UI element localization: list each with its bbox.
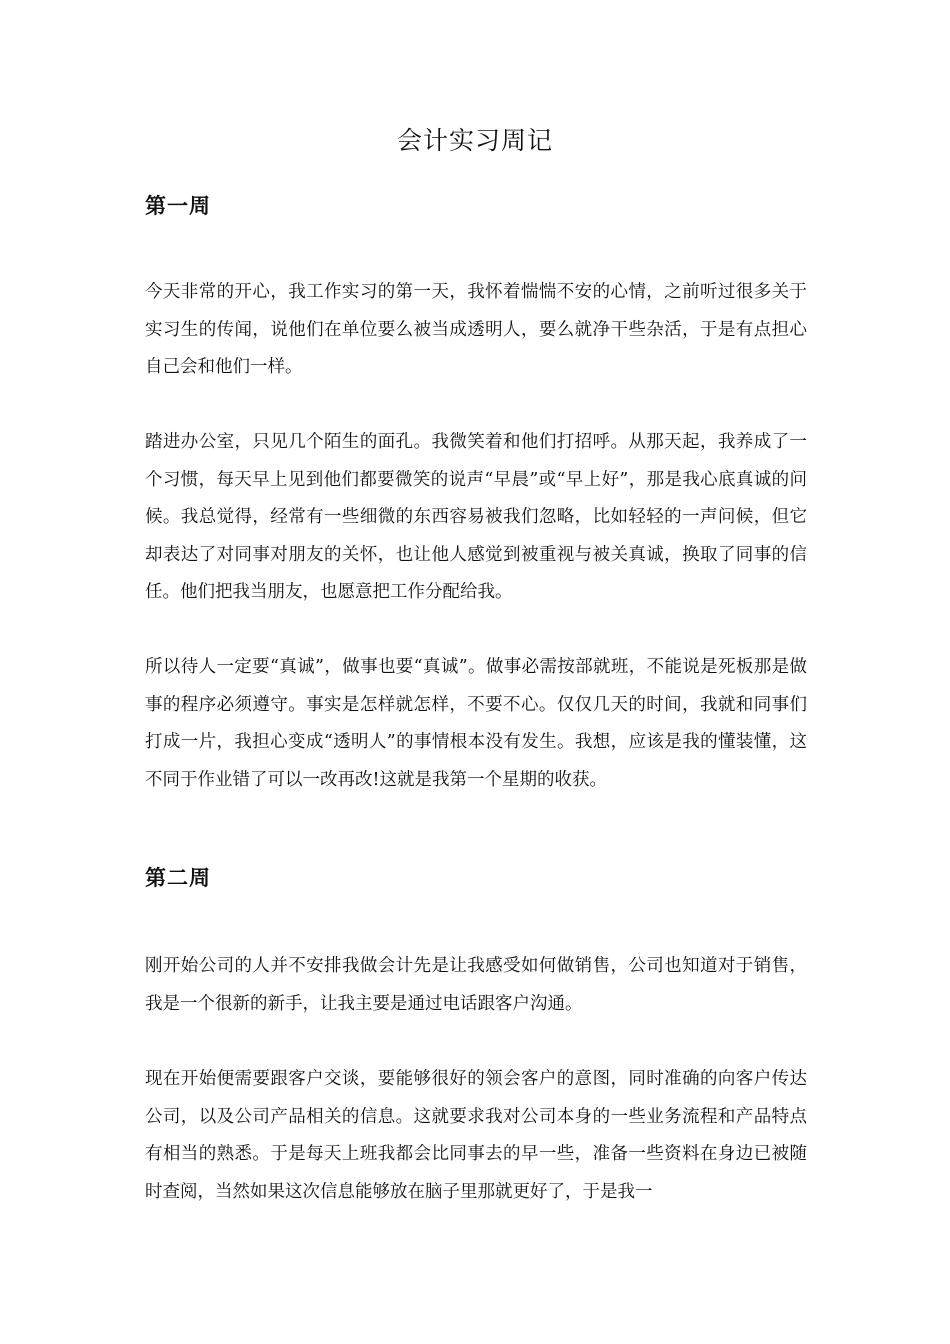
paragraph: 今天非常的开心，我工作实习的第一天，我怀着惴惴不安的心情，之前听过很多关于实习生的传闻，说他们在单位要么被当成透明人，要么就净干些杂活，于是有点担心自己会和他们一样。 bbox=[145, 282, 807, 377]
paragraph: 所以待人一定要“真诚”，做事也要“真诚”。做事必需按部就班，不能说是死板那是做事的程序必须遵守。事实是怎样就怎样，不要不心。仅仅几天的时间，我就和同事们打成一片，我担心变成“透明人”的事情根本没有发生。我想，应该是我的懂装懂，这不同于作业错了可以一改再改!这就是我第一个星期的收获。 bbox=[145, 657, 807, 790]
paragraph: 刚开始公司的人并不安排我做会计先是让我感受如何做销售，公司也知道对于销售，我是一个很新的新手，让我主要是通过电话跟客户沟通。 bbox=[145, 956, 807, 1014]
section-heading-week-1: 第一周 bbox=[145, 193, 211, 218]
paragraph: 现在开始便需要跟客户交谈，要能够很好的领会客户的意图，同时准确的向客户传达公司，以及公司产品相关的信息。这就要求我对公司本身的一些业务流程和产品特点有相当的熟悉。于是每天上班我都会比同事去的早一些，准备一些资料在身边已被随时查阅，当然如果这次信息能够放在脑子里那就更好了，于是我一 bbox=[145, 1069, 807, 1202]
section-heading-week-2: 第二周 bbox=[145, 865, 211, 890]
paragraph: 踏进办公室，只见几个陌生的面孔。我微笑着和他们打招呼。从那天起，我养成了一个习惯，每天早上见到他们都要微笑的说声“早晨”或“早上好”，那是我心底真诚的问候。我总觉得，经常有一些细微的东西容易被我们忽略，比如轻轻的一声问候，但它却表达了对同事对朋友的关怀，也让他人感觉到被重视与被关真诚，换取了同事的信任。他们把我当朋友，也愿意把工作分配给我。 bbox=[145, 432, 807, 602]
document-title: 会计实习周记 bbox=[396, 126, 553, 155]
